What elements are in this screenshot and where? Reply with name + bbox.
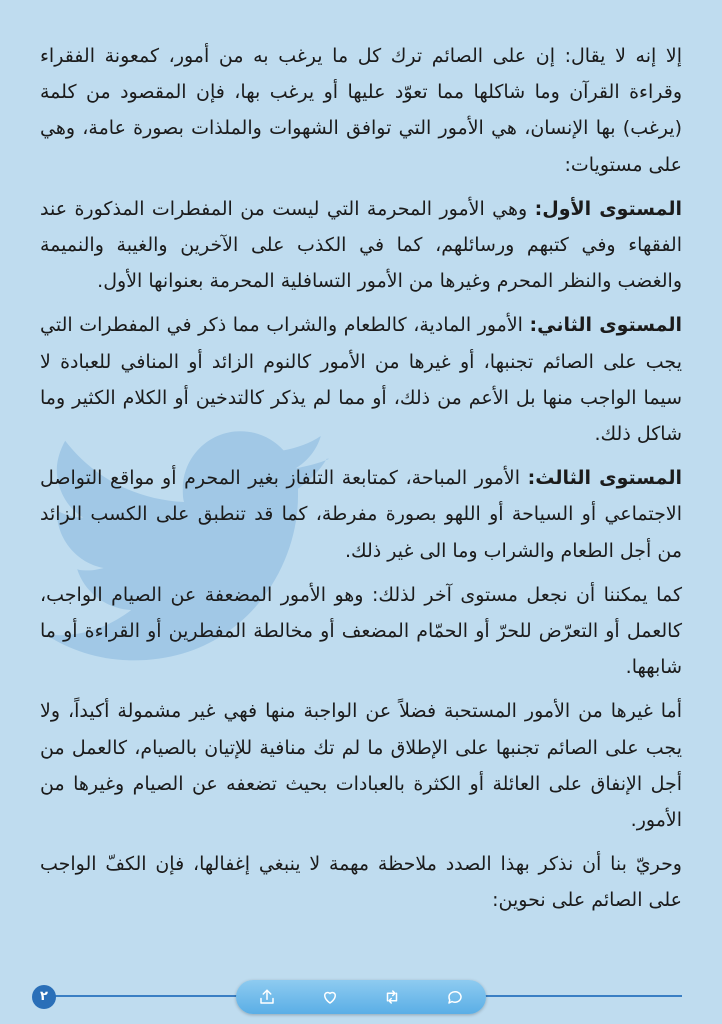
paragraph-text: وهي الأمور المحرمة التي ليست من المفطرات المذكورة عند الفقهاء وفي كتبهم ورسائلهم، كما في الكذب على الآخرين والغيبة والنميمة والغضب والنظر المحرم وغيرها من الأمور التسافلية المحرمة بعنوانها الأول. bbox=[40, 197, 682, 293]
paragraph-text: وحريّ بنا أن نذكر بهذا الصدد ملاحظة مهمة لا ينبغي إغفالها، فإن الكفّ الواجب على الصائم على نحوين: bbox=[40, 853, 682, 912]
paragraph-label: المستوى الأول: bbox=[534, 197, 682, 220]
page-number: ٢ bbox=[32, 985, 56, 1009]
paragraph-text: كما يمكننا أن نجعل مستوى آخر لذلك: وهو الأمور المضعفة عن الصيام الواجب، كالعمل أو التعرّض للحرّ أو الحمّام المضعف أو مخالطة المفطرين أو القراءة أو ما شابهها. bbox=[40, 583, 682, 679]
social-action-bar bbox=[236, 980, 486, 1014]
share-button[interactable] bbox=[254, 984, 280, 1010]
like-button[interactable] bbox=[317, 984, 343, 1010]
paragraph-extra-level bbox=[40, 577, 682, 686]
share-icon bbox=[258, 988, 276, 1006]
paragraph-label: المستوى الثالث: bbox=[527, 467, 682, 490]
retweet-button[interactable] bbox=[379, 984, 405, 1010]
paragraph-level-two bbox=[40, 307, 682, 452]
paragraph-intro bbox=[40, 38, 682, 183]
paragraph-note bbox=[40, 846, 682, 918]
paragraph-label: المستوى الثاني: bbox=[529, 314, 682, 337]
paragraph-text: الأمور المباحة، كمتابعة التلفاز بغير المحرم أو مواقع التواصل الاجتماعي أو السياحة أو اللهو بصورة مفرطة، كما قد تنطبق على الكسب الزائد من أجل الطعام والشراب وما الى غير ذلك. bbox=[40, 467, 682, 562]
paragraph-level-one bbox=[40, 191, 682, 300]
comment-icon bbox=[446, 988, 464, 1006]
heart-icon bbox=[321, 988, 339, 1006]
article-body bbox=[40, 38, 682, 927]
paragraph-text: أما غيرها من الأمور المستحبة فضلاً عن الواجبة منها فهي غير مشمولة أكيداً، ولا يجب على الصائم تجنبها على الإطلاق ما لم تك منافية للإتيان بالصيام، كالعمل من أجل الإنفاق على العائلة أو الكثرة بالعبادات بحيث تضعفه عن الصيام وغيرها من الأمور. bbox=[40, 700, 682, 832]
paragraph-level-three bbox=[40, 460, 682, 569]
paragraph-text: إلا إنه لا يقال: إن على الصائم ترك كل ما يرغب به من أمور، كمعونة الفقراء وقراءة القرآن وما شاكلها مما تعوّد عليها أو يرغب بها، فإن المقصود من كلمة (يرغب) بها الإنسان، هي الأمور التي توافق الشهوات والملذات بصورة عامة، وهي على مستويات: bbox=[40, 45, 682, 176]
comment-button[interactable] bbox=[442, 984, 468, 1010]
paragraph-text: الأمور المادية، كالطعام والشراب مما ذكر في المفطرات التي يجب على الصائم تجنبها، أو غيرها من الأمور كالنوم الزائد أو المنافي للعبادة لا سيما الواجب منها بل الأعم من ذلك، أو مما لم يذكر كالتدخين أو الكلام الكثير وما شاكل ذلك. bbox=[40, 314, 682, 446]
retweet-icon bbox=[383, 988, 401, 1006]
paragraph-recommended bbox=[40, 693, 682, 838]
